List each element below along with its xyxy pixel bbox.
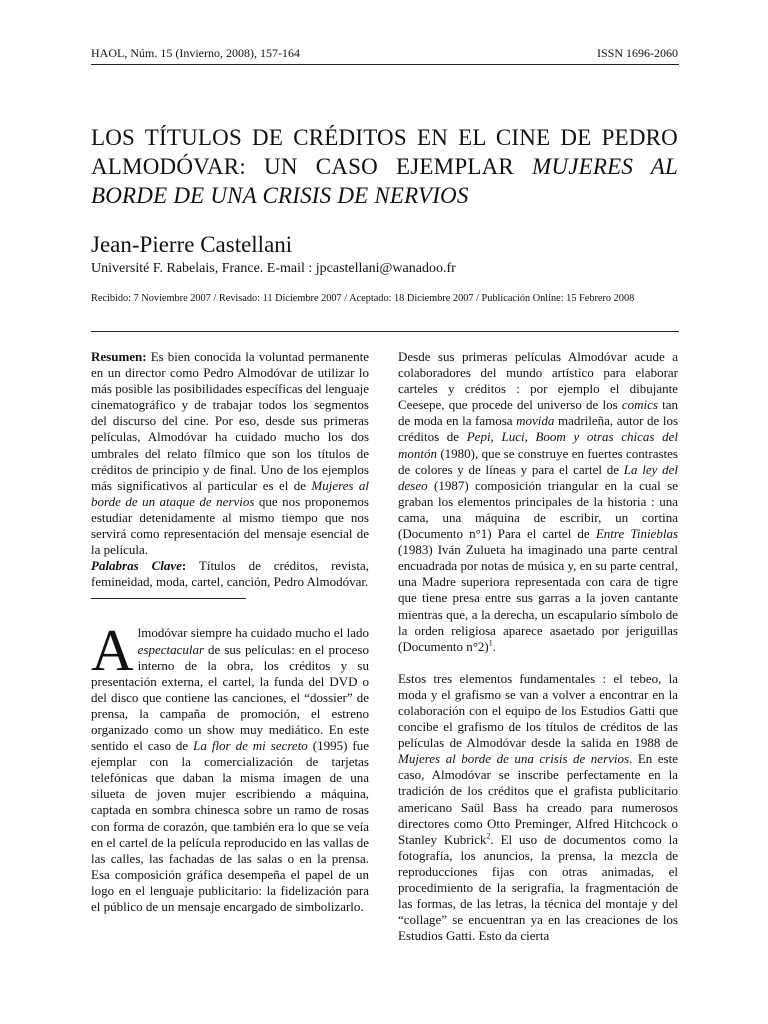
body-text: madrileña, autor de los créditos de <box>398 413 678 445</box>
author-name: Jean-Pierre Castellani <box>91 232 293 257</box>
body-text: lmodóvar siempre ha cuidado mucho el lado <box>137 625 369 641</box>
film-title: La flor de mi secreto <box>193 738 308 754</box>
body-text: Estos tres elementos fundamentales : el tebeo, la moda y el grafismo se van a volver a encontrar en la colaboración con el equipo de los Estudios Gatti que concibe el grafismo de los títulos de créditos de las películas de Almodóvar desde la salida en 1988 de <box>398 670 678 751</box>
publication-dates: Recibido: 7 Noviembre 2007 / Revisado: 11 Diciembre 2007 / Aceptado: 18 Diciembre 2007 / Publicación Online: 15 Febrero 2008 <box>91 293 635 304</box>
film-title: Entre Tinieblas <box>595 526 679 542</box>
body-text: (1987) composición triangular en la cual se graban los elementos principales de la historia : una cama, una máquina de escribir, un cortina (Documento n°1) Para el cartel de <box>398 477 678 542</box>
emphasis: movida <box>516 413 555 429</box>
body-text: (1995) fue ejemplar con la comercialización de tarjetas telefónicas que daban la misma imagen de una silueta de joven mujer escribiendo a máquina, captada en sombra chinesca sobre un ramo de rosas con forma de corazón, que también era lo que se veía en el cartel de la película reproducido en las vallas de las calles, las fachadas de las salas o en la prensa. Esa composición gráfica desempeña el papel de un logo en el lenguaje publicitario: la fidelización para el público de un mensaje encargado de simbolizarlo. <box>91 738 369 914</box>
film-title: La ley del deseo <box>398 461 679 493</box>
header-rule <box>91 64 679 65</box>
dates-rule <box>91 331 679 332</box>
abstract-label: Resumen: <box>91 349 147 364</box>
abstract-text: Es bien conocida la voluntad permanente en un director como Pedro Almodóvar de utilizar lo más posible las posibilidades específicas del lenguaje cinematográfico y de trabajar todos los segmentos del discurso del cine. Por eso, desde sus primeras películas, Almodóvar ha cuidado mucho los dos umbrales del relato fílmico que son los títulos de créditos de principio y de final. Uno de los ejemplos más significativos al particular es el de <box>91 349 369 493</box>
body-text: . <box>492 638 497 654</box>
body-text: de sus películas: en el proceso interno de la obra, los créditos y su presentación externa, el cartel, la funda del DVD o del disco que contiene las canciones, el “dossier” de prensa, la campaña de promoción, el estreno organizado como un show muy mediático. En este sentido el caso de <box>91 641 369 754</box>
keywords <box>91 558 369 590</box>
abstract-divider <box>91 598 246 599</box>
drop-cap: A <box>91 617 134 684</box>
abstract <box>91 349 369 558</box>
article-title <box>91 123 678 210</box>
running-header <box>91 46 678 64</box>
body-text: tan de moda en la famosa <box>398 397 678 429</box>
film-title: Pepi, Luci, Boom y otras chicas del montón <box>398 429 679 461</box>
body-text: . El uso de documentos como la fotografía, los anuncios, la prensa, la mezcla de reproducciones fijas con otras animadas, el procedimiento de la serigrafía, la fragmentación de las formas, de las letras, la técnica del montaje y del “collage” se encuentran ya en las creaciones de los Estudios Gatti. Esto da cierta <box>398 831 679 944</box>
abstract-film-title: Mujeres al borde de un ataque de nervios <box>91 477 369 509</box>
body-paragraph-3 <box>398 671 678 945</box>
film-title: Mujeres al borde de una crisis de nervios <box>398 751 630 767</box>
issn: ISSN 1696-2060 <box>596 46 678 60</box>
body-text: Desde sus primeras películas Almodóvar acude a colaboradores del mundo artístico para elaborar carteles y créditos : por ejemplo el dibujante Ceesepe, que procede del universo de los <box>398 349 678 413</box>
left-column <box>91 349 369 915</box>
title-film: MUJERES AL BORDE DE UNA CRISIS DE NERVIOS <box>91 154 678 208</box>
body-text: (1980), que se construye en fuertes contrastes de colores y de líneas y para el cartel de <box>398 445 678 477</box>
keywords-colon: : <box>181 558 187 574</box>
abstract-text-end: que nos proponemos estudiar detenidamente al mismo tiempo que nos servirá como representación del mensaje esencial de la película. <box>91 493 369 558</box>
journal-citation: HAOL, Núm. 15 (Invierno, 2008), 157-164 <box>91 46 300 60</box>
keywords-label: Palabras Clave <box>91 558 182 574</box>
title-main: LOS TÍTULOS DE CRÉDITOS EN EL CINE DE PEDRO ALMODÓVAR: UN CASO EJEMPLAR <box>91 125 678 179</box>
body-text: . En este caso, Almodóvar se inscribe perfectamente en la tradición de los créditos que el grafista publicitario americano Saül Bass ha creado para numerosos directores como Otto Preminger, Alfred Hitchcock o Stanley Kubrick <box>398 751 679 847</box>
emphasis: comics <box>621 397 658 413</box>
author-affiliation: Université F. Rabelais, France. E-mail : jpcastellani@wanadoo.fr <box>91 261 456 276</box>
footnote-ref[interactable]: 2 <box>486 831 491 841</box>
right-column <box>398 349 678 944</box>
intro-paragraph <box>91 617 369 915</box>
emphasis: espectacular <box>137 641 205 657</box>
body-paragraph-2 <box>398 349 678 655</box>
footnote-ref[interactable]: 1 <box>488 638 493 648</box>
body-text: (1983) Iván Zulueta ha imaginado una parte central encuadrada por notas de música y, en su parte central, una Madre superiora representada con cara de tigre que tiene presa entre sus garras a la joven cantante mientras que, a la derecha, un escapulario símbolo de la orden religiosa aparece asaetado por jeriguillas (Documento n°2) <box>398 542 678 654</box>
keywords-list: Títulos de créditos, revista, femineidad, moda, cartel, canción, Pedro Almodóvar. <box>91 558 369 590</box>
paragraph-gap <box>398 655 678 671</box>
